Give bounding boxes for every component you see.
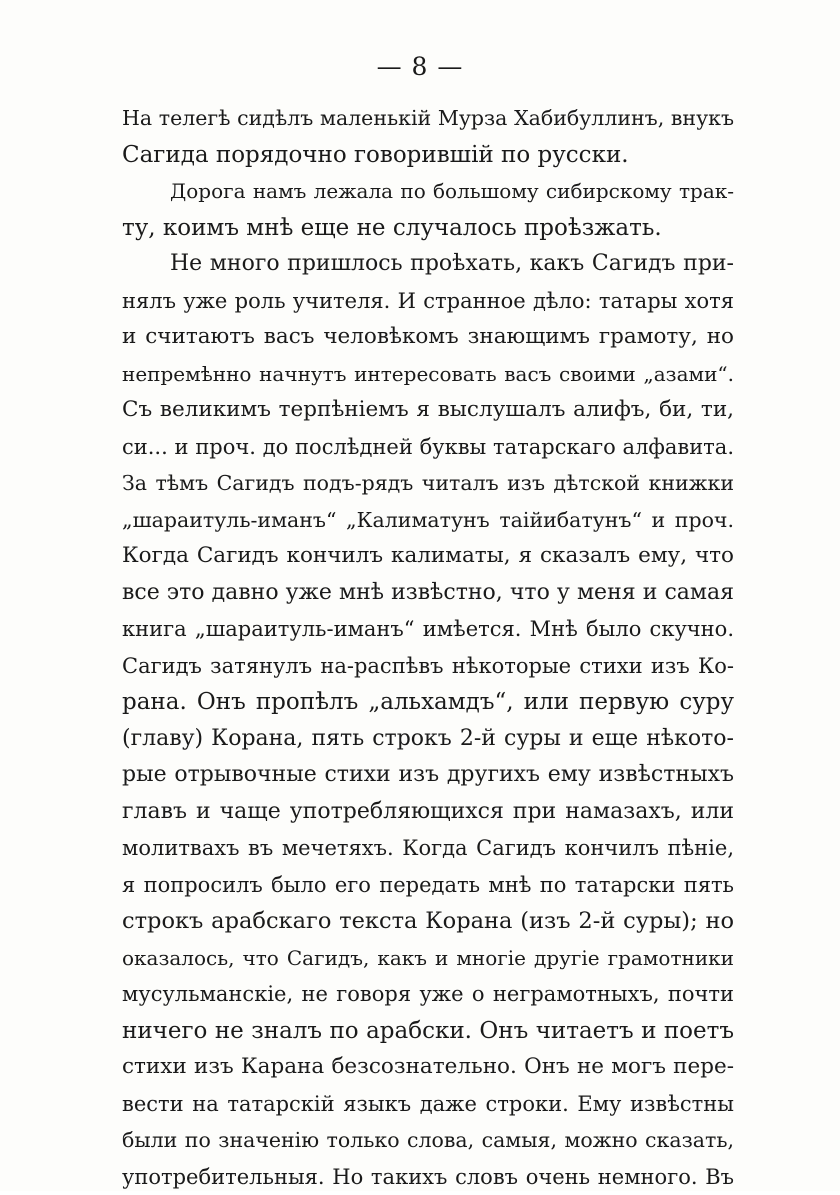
text-line: все это давно уже мнѣ извѣстно, что у меня и самая [122,575,734,612]
text-line: ту, коимъ мнѣ еще не случалось проѣзжать. [122,210,734,247]
text-line: непремѣнно начнутъ интересовать васъ своими „азами“. [122,356,734,393]
text-line: мусульманскіе, не говоря уже о неграмотныхъ, почти [122,976,734,1013]
text-line: Когда Сагидъ кончилъ калиматы, я сказалъ ему, что [122,538,734,575]
text-line: молитвахъ въ мечетяхъ. Когда Сагидъ кончилъ пѣніе, [122,830,734,867]
text-line: Дорога намъ лежала по большому сибирскому трак- [122,173,734,210]
page-number: — 8 — [0,52,840,81]
text-line: оказалось, что Сагидъ, какъ и многіе другіе грамотники [122,940,734,977]
text-line: книга „шараитуль-иманъ“ имѣется. Мнѣ было скучно. [122,611,734,648]
text-line: Сагидъ затянулъ на-распѣвъ нѣкоторые стихи изъ Ко- [122,648,734,685]
text-line: рые отрывочные стихи изъ другихъ ему извѣстныхъ [122,757,734,794]
text-line: „шараитуль-иманъ“ „Калиматунъ таійибатунъ“ и проч. [122,502,734,539]
text-line: На телегѣ сидѣлъ маленькій Мурза Хабибуллинъ, внукъ [122,100,734,137]
text-line: (главу) Корана, пять строкъ 2-й суры и еще нѣкото- [122,721,734,758]
text-line: и считаютъ васъ человѣкомъ знающимъ грамоту, но [122,319,734,356]
text-line: За тѣмъ Сагидъ подъ-рядъ читалъ изъ дѣтской книжки [122,465,734,502]
text-line: главъ и чаще употребляющихся при намазахъ, или [122,794,734,831]
text-line: стихи изъ Карана безсознательно. Онъ не могъ пере- [122,1049,734,1086]
body-text [122,100,734,1195]
text-line: строкъ арабскаго текста Корана (изъ 2-й суры); но [122,903,734,940]
text-line: Съ великимъ терпѣніемъ я выслушалъ алифъ, би, ти, [122,392,734,429]
text-line: ничего не зналъ по арабски. Онъ читаетъ и поетъ [122,1013,734,1050]
text-line: нялъ уже роль учителя. И странное дѣло: татары хотя [122,283,734,320]
text-line: вести на татарскій языкъ даже строки. Ему извѣстны [122,1086,734,1123]
text-line: си... и проч. до послѣдней буквы татарскаго алфавита. [122,429,734,466]
text-line: рана. Онъ пропѣлъ „альхамдъ“, или первую суру [122,684,734,721]
text-line: Не много пришлось проѣхать, какъ Сагидъ при- [122,246,734,283]
text-line: были по значенію только слова, самыя, можно сказать, [122,1122,734,1159]
text-line: я попросилъ было его передать мнѣ по татарски пять [122,867,734,904]
text-line: употребительныя. Но такихъ словъ очень немного. Въ [122,1159,734,1195]
text-line: Сагида порядочно говорившій по русски. [122,137,734,174]
